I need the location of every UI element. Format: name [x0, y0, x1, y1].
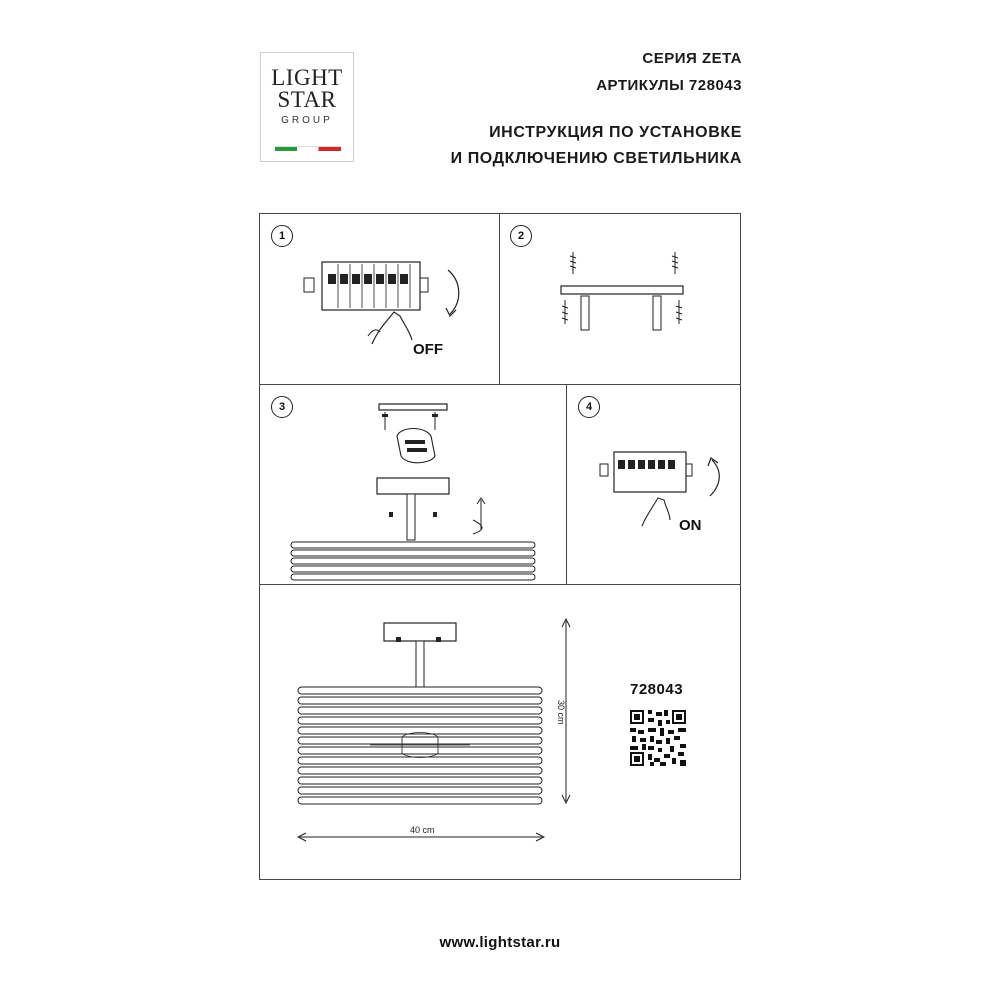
width-dimension-label: 40 cm [410, 825, 435, 835]
product-code: 728043 [630, 681, 684, 698]
website-url[interactable]: www.lightstar.ru [439, 934, 561, 951]
breaker-panel-on-illustration [598, 448, 738, 538]
logo-word-light: LIGHT [271, 65, 343, 90]
step-number-4: 4 [578, 396, 600, 418]
instruction-title-line2: И ПОДКЛЮЧЕНИЮ СВЕТИЛЬНИКА [450, 150, 742, 167]
divider [566, 384, 567, 584]
article-number: АРТИКУЛЫ 728043 [596, 77, 742, 94]
step-number-1: 1 [271, 225, 293, 247]
height-dimension-label: 30 cm [556, 700, 566, 725]
series-title: СЕРИЯ ZETA [642, 50, 742, 67]
breaker-panel-off-illustration [300, 252, 470, 362]
step-number-2: 2 [510, 225, 532, 247]
qr-code [630, 710, 686, 766]
on-label: ON [679, 517, 702, 534]
fixture-installation-illustration [285, 400, 555, 585]
fixture-dimension-drawing [290, 615, 590, 845]
off-label: OFF [413, 341, 443, 358]
logo-word-group: GROUP [281, 115, 333, 126]
italian-flag-stripe [275, 146, 341, 151]
mounting-bracket-illustration [555, 248, 695, 340]
brand-logo [260, 52, 354, 162]
divider [260, 384, 740, 385]
instruction-title-line1: ИНСТРУКЦИЯ ПО УСТАНОВКЕ [489, 124, 742, 141]
logo-word-star: STAR [277, 87, 337, 112]
step-number-3: 3 [271, 396, 293, 418]
divider [499, 214, 500, 384]
